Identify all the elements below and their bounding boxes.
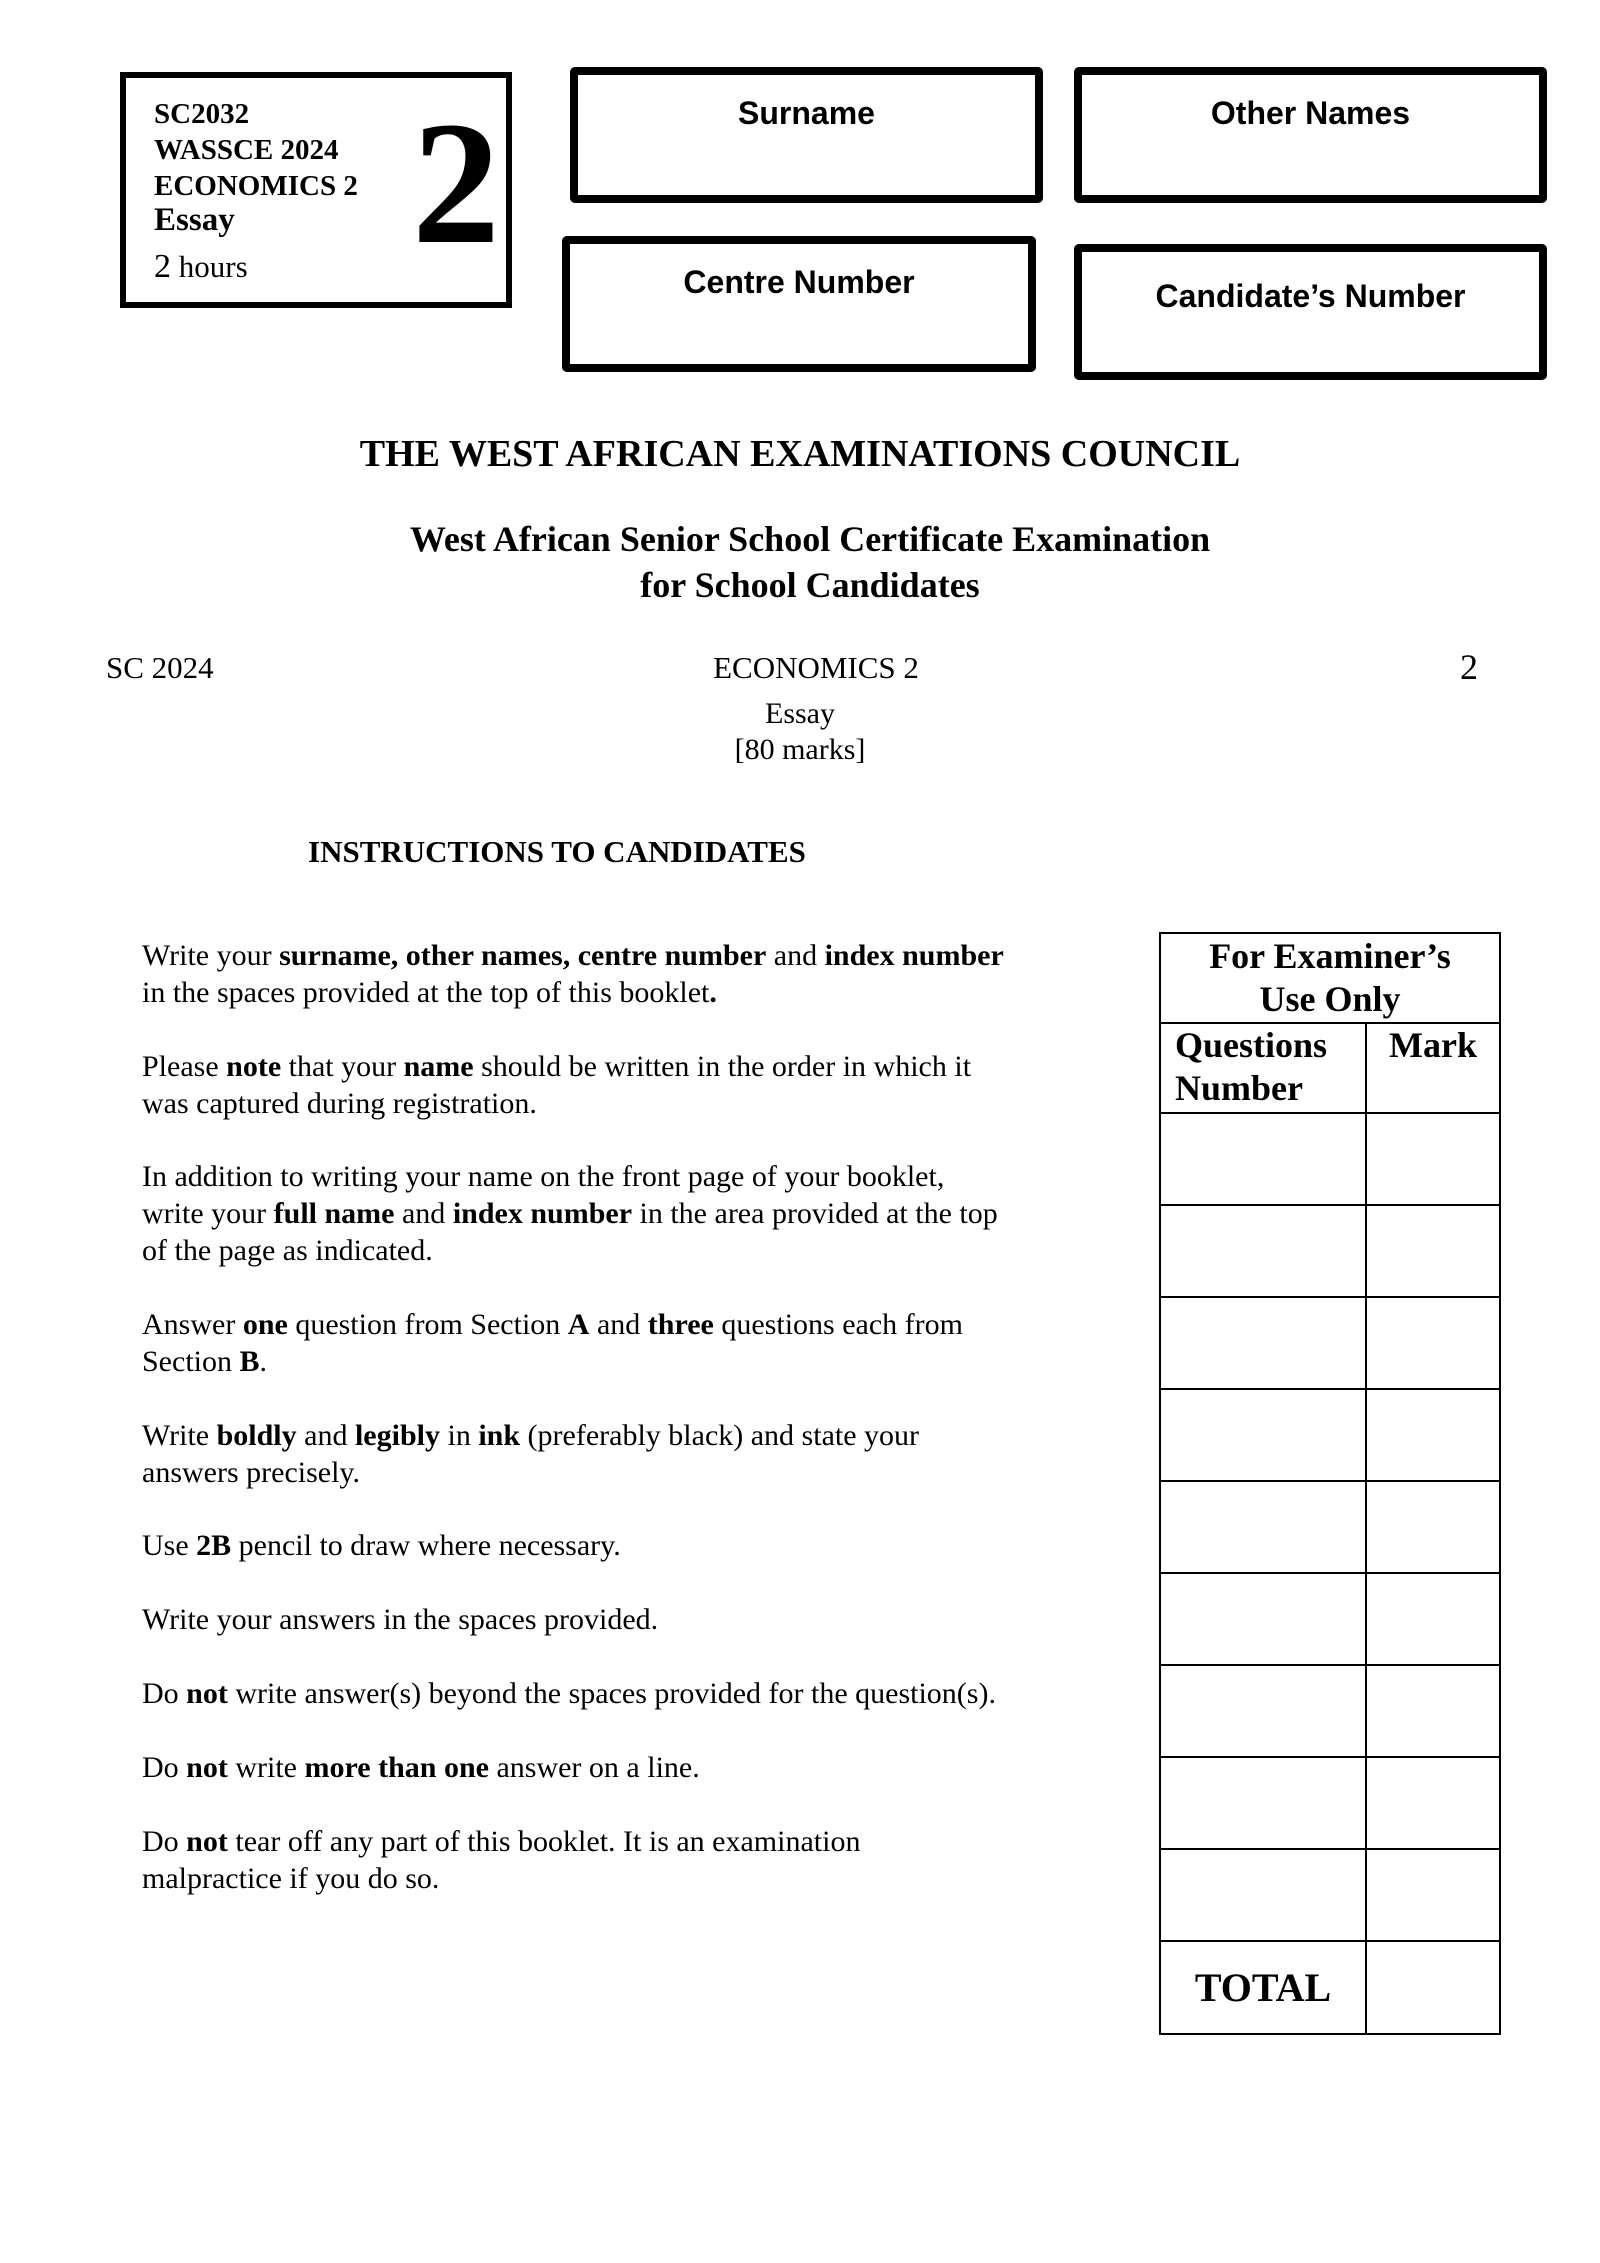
instruction-item: Please note that your name should be written in the order in which it was captured during registration. <box>142 1050 972 1120</box>
instruction-item: Write your surname, other names, centre number and index number in the spaces provided at the top of this booklet. <box>142 939 1004 1009</box>
examiner-row <box>1160 1389 1500 1481</box>
other-names-label: Other Names <box>1210 95 1411 131</box>
mark-cell[interactable] <box>1366 1481 1500 1573</box>
examiner-row <box>1160 1849 1500 1941</box>
questions-header-line1: Questions <box>1175 1025 1328 1065</box>
questions-header-line2: Number <box>1175 1068 1303 1108</box>
exam-title-line2: for School Candidates <box>640 565 980 605</box>
instruction-item: Answer one question from Section A and three questions each from Section B. <box>142 1308 963 1378</box>
mark-cell[interactable] <box>1366 1113 1500 1205</box>
total-mark-cell[interactable] <box>1366 1941 1500 2034</box>
council-title: THE WEST AFRICAN EXAMINATIONS COUNCIL <box>359 433 1241 475</box>
exam-series: WASSCE 2024 <box>154 134 339 166</box>
question-number-cell[interactable] <box>1160 1297 1366 1389</box>
questions-number-header <box>1160 1023 1366 1113</box>
mark-cell[interactable] <box>1366 1573 1500 1665</box>
paper-number: 2 <box>1460 647 1478 687</box>
subject-title: ECONOMICS 2 <box>713 650 919 685</box>
candidate-number-label: Candidate’s Number <box>1155 278 1466 314</box>
examiner-row <box>1160 1297 1500 1389</box>
question-number-cell[interactable] <box>1160 1205 1366 1297</box>
paper-type-line: Essay <box>765 697 835 730</box>
mark-cell[interactable] <box>1366 1297 1500 1389</box>
question-number-cell[interactable] <box>1160 1113 1366 1205</box>
surname-box[interactable] <box>570 67 1043 203</box>
instructions-list <box>142 937 1092 1897</box>
question-number-cell[interactable] <box>1160 1389 1366 1481</box>
mark-cell[interactable] <box>1366 1849 1500 1941</box>
question-number-cell[interactable] <box>1160 1573 1366 1665</box>
examiner-row <box>1160 1113 1500 1205</box>
exam-title-line1: West African Senior School Certificate Examination <box>409 519 1211 559</box>
subject-code: ECONOMICS 2 <box>154 170 358 202</box>
mark-cell[interactable] <box>1366 1665 1500 1757</box>
examiner-title-line2: Use Only <box>1259 979 1401 1019</box>
sc-year: SC 2024 <box>106 650 214 685</box>
examiner-row <box>1160 1573 1500 1665</box>
instruction-item: Do not write answer(s) beyond the spaces provided for the question(s). <box>142 1677 996 1710</box>
surname-label: Surname <box>738 95 875 131</box>
examiner-table-title <box>1160 933 1500 1023</box>
total-marks: [80 marks] <box>734 733 866 766</box>
paper-code: SC2032 <box>154 98 250 130</box>
instruction-item: In addition to writing your name on the front page of your booklet, write your full name and index number in the area provided at the top of the page as indicated. <box>142 1160 998 1267</box>
question-number-cell[interactable] <box>1160 1665 1366 1757</box>
examiner-title-line1: For Examiner’s <box>1209 936 1451 976</box>
total-label: TOTAL <box>1160 1941 1366 2034</box>
question-number-cell[interactable] <box>1160 1757 1366 1849</box>
other-names-box[interactable] <box>1074 67 1547 203</box>
question-number-cell[interactable] <box>1160 1849 1366 1941</box>
centre-number-box[interactable] <box>562 236 1036 372</box>
instruction-item: Write your answers in the spaces provided. <box>142 1603 659 1636</box>
mark-cell[interactable] <box>1366 1205 1500 1297</box>
instruction-item: Do not write more than one answer on a line. <box>142 1751 700 1784</box>
duration-unit: hours <box>178 249 248 284</box>
examiner-row <box>1160 1757 1500 1849</box>
examiner-table <box>1159 932 1501 2035</box>
instruction-item: Write boldly and legibly in ink (preferably black) and state your answers precisely. <box>142 1419 920 1489</box>
mark-cell[interactable] <box>1366 1389 1500 1481</box>
instructions-title: INSTRUCTIONS TO CANDIDATES <box>308 834 806 869</box>
instruction-item: Do not tear off any part of this booklet. It is an examination malpractice if you do so. <box>142 1825 861 1895</box>
instruction-item: Use 2B pencil to draw where necessary. <box>142 1529 621 1562</box>
candidate-number-box[interactable] <box>1074 244 1547 380</box>
examiner-row <box>1160 1205 1500 1297</box>
paper-code-box <box>120 72 512 308</box>
paper-code-lines <box>154 96 358 204</box>
examiner-row <box>1160 1665 1500 1757</box>
big-paper-number: 2 <box>412 86 500 281</box>
centre-number-label: Centre Number <box>683 264 915 300</box>
examiner-rows <box>1160 1113 1500 1941</box>
mark-cell[interactable] <box>1366 1757 1500 1849</box>
duration-number: 2 <box>154 248 171 285</box>
examiner-row <box>1160 1481 1500 1573</box>
paper-duration <box>154 248 248 286</box>
mark-header: Mark <box>1366 1023 1500 1113</box>
paper-type: Essay <box>154 202 235 238</box>
question-number-cell[interactable] <box>1160 1481 1366 1573</box>
